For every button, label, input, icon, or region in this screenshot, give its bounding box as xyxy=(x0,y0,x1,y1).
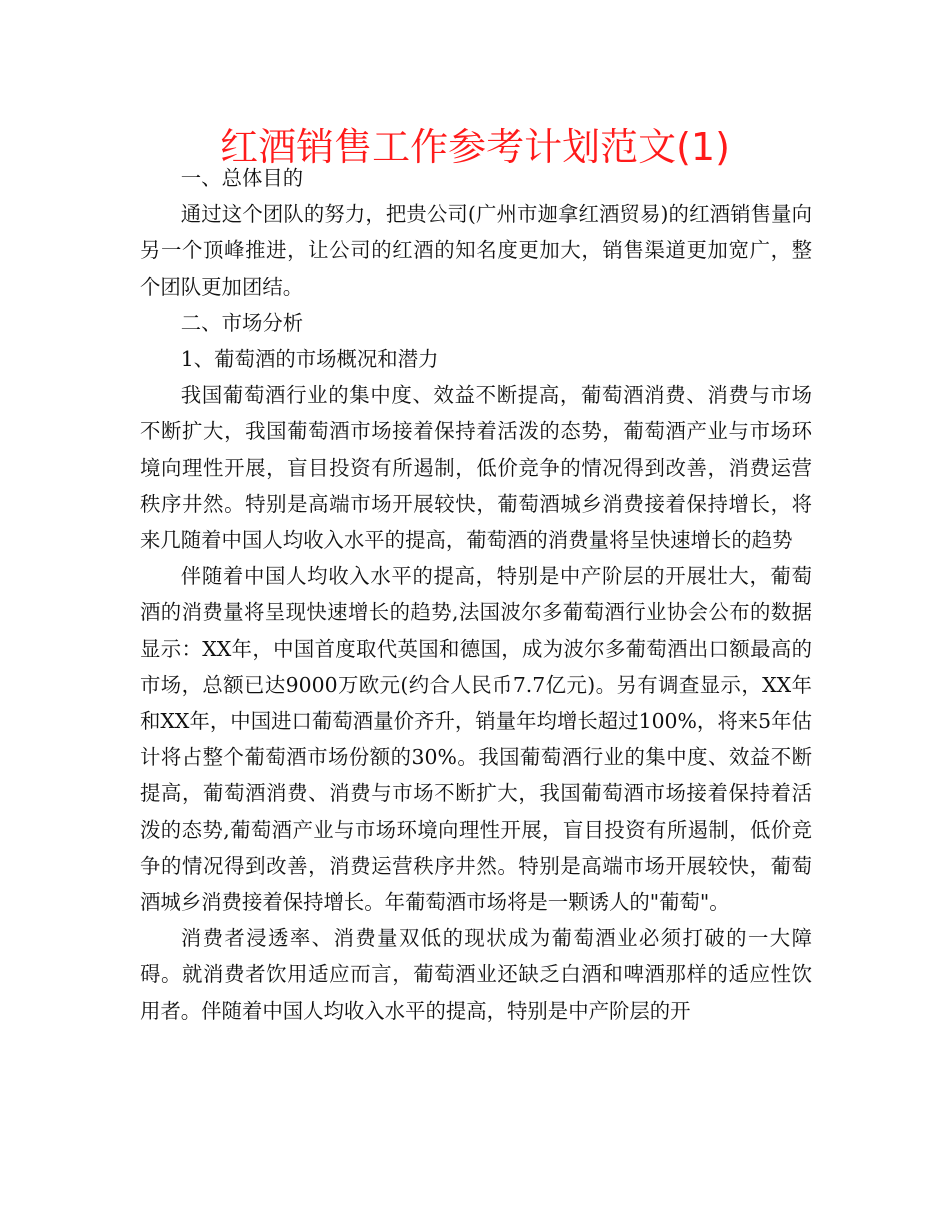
paragraph-market-overview: 我国葡萄酒行业的集中度、效益不断提高，葡萄酒消费、消费与市场不断扩大，我国葡萄酒市场接着保持着活泼的态势，葡萄酒产业与市场环境向理性开展，盲目投资有所遏制，低价竞争的情况得到改善，消费运营秩序井然。特别是高端市场开展较快，葡萄酒城乡消费接着保持增长，将来几随着中国人均收入水平的提高，葡萄酒的消费量将呈快速增长的趋势 xyxy=(140,383,812,553)
subsection-heading-market-overview: 1、葡萄酒的市场概况和潜力 xyxy=(180,347,439,372)
section-heading-overall-goal: 一、总体目的 xyxy=(180,166,304,190)
paragraph-market-growth: 伴随着中国人均收入水平的提高，特别是中产阶层的开展壮大，葡萄酒的消费量将呈现快速增长的趋势,法国波尔多葡萄酒行业协会公布的数据显示：XX年，中国首度取代英国和德国，成为波尔多葡萄酒出口额最高的市场，总额已达9000万欧元(约合人民币7.7亿元)。另有调查显示，XX年和XX年，中国进口葡萄酒量价齐升，销量年均增长超过100%，将来5年估计将占整个葡萄酒市场份额的30%。我国葡萄酒行业的集中度、效益不断提高，葡萄酒消费、消费与市场不断扩大，我国葡萄酒市场接着保持着活泼的态势,葡萄酒产业与市场环境向理性开展，盲目投资有所遏制，低价竞争的情况得到改善，消费运营秩序井然。特别是高端市场开展较快，葡萄酒城乡消费接着保持增长。年葡萄酒市场将是一颗诱人的"葡萄"。 xyxy=(140,564,812,915)
paragraph-consumer-penetration: 消费者浸透率、消费量双低的现状成为葡萄酒业必须打破的一大障碍。就消费者饮用适应而言，葡萄酒业还缺乏白酒和啤酒那样的适应性饮用者。伴随着中国人均收入水平的提高，特别是中产阶层的开 xyxy=(140,926,812,1023)
document-title: 红酒销售工作参考计划范文(1) xyxy=(220,125,730,169)
section-heading-market-analysis: 二、市场分析 xyxy=(180,310,304,335)
paragraph-goal-text: 通过这个团队的努力，把贵公司(广州市迦拿红酒贸易)的红酒销售量向另一个顶峰推进，让公司的红酒的知名度更加大，销售渠道更加宽广，整个团队更加团结。 xyxy=(140,202,812,299)
document-body xyxy=(140,160,812,1029)
